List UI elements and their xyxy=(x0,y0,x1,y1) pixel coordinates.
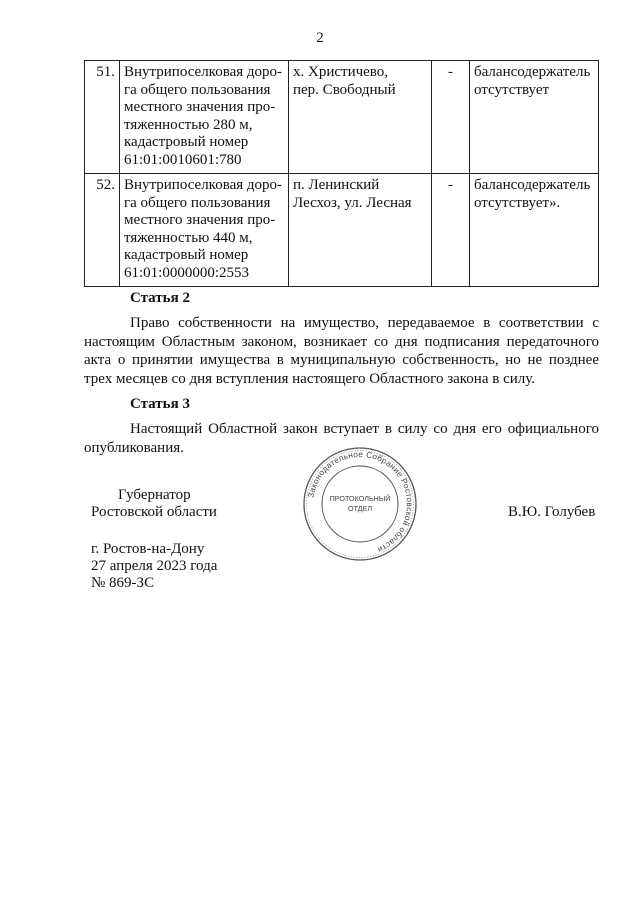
object-name-line: тяженностью 440 м, xyxy=(124,229,253,246)
object-name-cell xyxy=(120,61,289,174)
signature-position-line1: Губернатор xyxy=(118,487,191,503)
table-row xyxy=(85,61,599,174)
object-name-line: тяженностью 280 м, xyxy=(124,116,253,133)
stamp-inner-line1: ПРОТОКОЛЬНЫЙ xyxy=(329,494,391,503)
note-line: балансодержатель xyxy=(474,177,591,193)
table-row xyxy=(85,174,599,287)
note-cell xyxy=(470,174,599,287)
dash-mark: - xyxy=(448,177,453,193)
row-number-cell xyxy=(85,61,120,174)
object-name-cell xyxy=(120,174,289,287)
footer-number: № 869-ЗС xyxy=(91,575,155,591)
note-line: отсутствует». xyxy=(474,194,561,211)
article-2-line: трех месяцев со дня вступления настоящего Областного закона в силу. xyxy=(84,370,535,387)
page-number: 2 xyxy=(316,30,324,46)
article-2-text xyxy=(84,314,599,388)
dash-mark: - xyxy=(448,64,453,80)
location-line: пер. Свободный xyxy=(293,81,396,98)
object-name-line: местного значения про- xyxy=(124,212,276,228)
object-name-line: га общего пользования xyxy=(124,81,271,98)
article-2-line: настоящим Областным законом, возникает со дня подписания передаточного xyxy=(84,333,599,350)
row-number: 52. xyxy=(96,177,115,193)
object-name-line: кадастровый номер xyxy=(124,247,249,263)
row-number: 51. xyxy=(96,64,115,80)
object-name-line: 61:01:0010601:780 xyxy=(124,151,242,168)
signature-position-line2: Ростовской области xyxy=(91,504,217,520)
location-line: Лесхоз, ул. Лесная xyxy=(293,194,412,211)
location-cell xyxy=(289,174,432,287)
official-stamp xyxy=(302,446,418,562)
stamp-outer-text: Законодательное Собрание Ростовской области xyxy=(306,449,415,555)
dash-cell xyxy=(432,61,470,174)
note-line: отсутствует xyxy=(474,81,550,98)
article-3-heading: Статья 3 xyxy=(130,396,190,412)
article-2-line: Право собственности на имущество, передаваемое в соответствии с xyxy=(130,315,599,331)
article-3-line: опубликования. xyxy=(84,439,184,456)
note-line: балансодержатель xyxy=(474,64,591,80)
object-name-line: Внутрипоселковая доро- xyxy=(124,64,283,80)
object-name-line: Внутрипоселковая доро- xyxy=(124,177,283,193)
note-cell xyxy=(470,61,599,174)
location-line: п. Ленинский xyxy=(293,177,380,193)
article-2-heading: Статья 2 xyxy=(130,290,190,306)
object-name-line: 61:01:0000000:2553 xyxy=(124,264,250,281)
object-name-line: га общего пользования xyxy=(124,194,271,211)
article-3-line: Настоящий Областной закон вступает в силу со дня его официального xyxy=(130,421,599,437)
location-line: х. Христичево, xyxy=(293,64,389,80)
article-2-line: акта о принятии имущества в муниципальную собственность, но не позднее xyxy=(84,352,599,368)
object-name-line: кадастровый номер xyxy=(124,134,249,150)
row-number-cell xyxy=(85,174,120,287)
location-cell xyxy=(289,61,432,174)
footer-date: 27 апреля 2023 года xyxy=(91,558,218,574)
dash-cell xyxy=(432,174,470,287)
stamp-inner-line2: ОТДЕЛ xyxy=(347,504,373,513)
signature-name: В.Ю. Голубев xyxy=(508,504,596,520)
object-name-line: местного значения про- xyxy=(124,99,276,115)
property-table xyxy=(84,60,599,287)
footer-city: г. Ростов-на-Дону xyxy=(91,541,205,557)
